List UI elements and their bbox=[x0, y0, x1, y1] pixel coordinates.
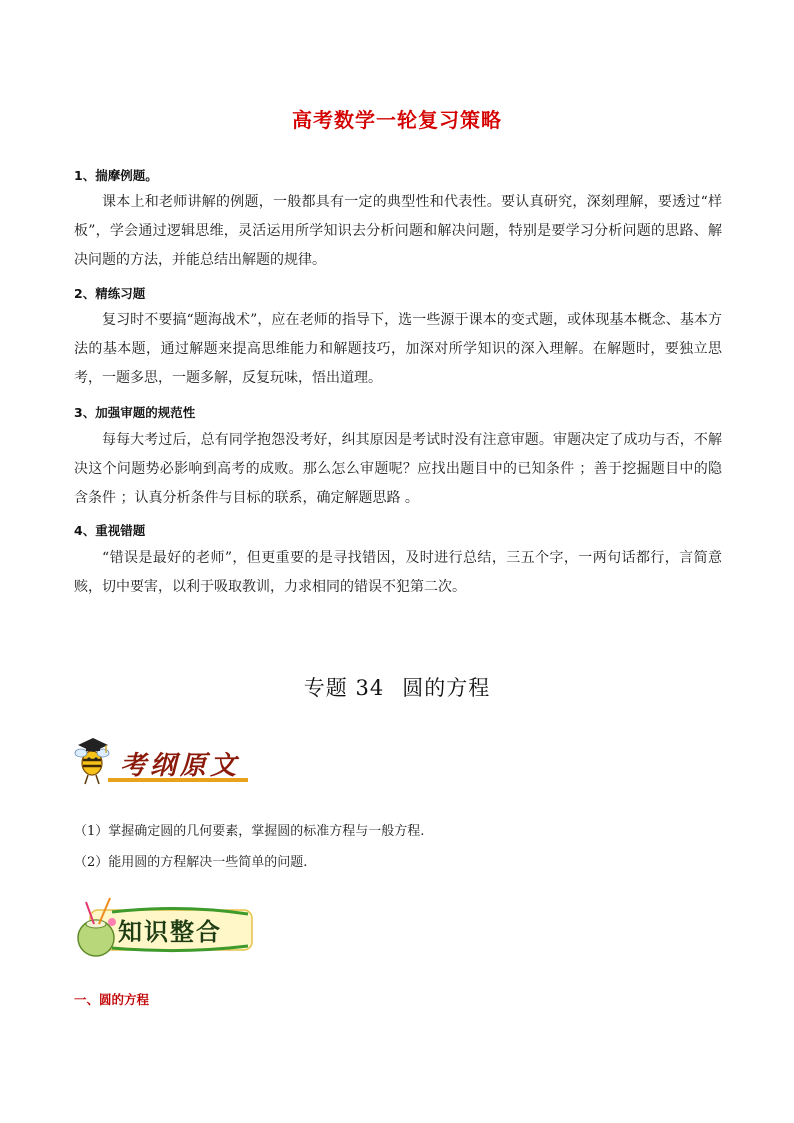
section-body-1: 课本上和老师讲解的例题，一般都具有一定的典型性和代表性。要认真研究，深刻理解，要透过“样板”，学会通过逻辑思维，灵活运用所学知识去分析问题和解决问题，特别是要学习分析问题的思路、解决问题的方法，并能总结出解题的规律。 bbox=[74, 194, 722, 268]
topic-name: 圆的方程 bbox=[402, 676, 491, 700]
topic-label: 专题 34 bbox=[303, 676, 385, 700]
bee-mascot-icon bbox=[75, 749, 109, 784]
section-heading-2: 2、精练习题 bbox=[74, 286, 146, 301]
section-heading-3: 3、加强审题的规范性 bbox=[74, 405, 196, 420]
section-body-4: “错误是最好的老师”，但更重要的是寻找错因，及时进行总结，三五个字，一两句话都行，言简意赅，切中要害，以利于吸取教训，力求相同的错误不犯第二次。 bbox=[74, 550, 722, 595]
outline-badge-text: 考纲原文 bbox=[120, 751, 241, 781]
section-body-3: 每每大考过后，总有同学抱怨没考好，纠其原因是考试时没有注意审题。审题决定了成功与否，不解决这个问题势必影响到高考的成败。那么怎么审题呢？应找出题目中的已知条件 ；善于挖掘题目中的隐含条件 ；认真分析条件与目标的联系，确定解题思路 。 bbox=[74, 432, 722, 506]
knowledge-badge bbox=[72, 888, 256, 964]
outline-item-1: （1）掌握确定圆的几何要素，掌握圆的标准方程与一般方程. bbox=[74, 824, 425, 839]
outline-badge bbox=[72, 733, 252, 791]
coconut-drink-icon bbox=[78, 898, 116, 956]
section-body-2: 复习时不要搞“题海战术”，应在老师的指导下，选一些源于课本的变式题，或体现基本概念、基本方法的基本题，通过解题来提高思维能力和解题技巧，加深对所学知识的深入理解。在解题时，要独立思考，一题多思，一题多解，反复玩味，悟出道理。 bbox=[74, 312, 722, 386]
topic-title bbox=[0, 672, 794, 702]
outline-item-2: （2）能用圆的方程解决一些简单的问题. bbox=[74, 855, 308, 870]
section-heading-4: 4、重视错题 bbox=[74, 523, 146, 538]
knowledge-badge-text: 知识整合 bbox=[118, 918, 222, 946]
subsection-heading: 一、圆的方程 bbox=[74, 992, 150, 1007]
page-title: 高考数学一轮复习策略 bbox=[292, 108, 502, 132]
section-heading-1: 1、揣摩例题。 bbox=[74, 168, 158, 183]
